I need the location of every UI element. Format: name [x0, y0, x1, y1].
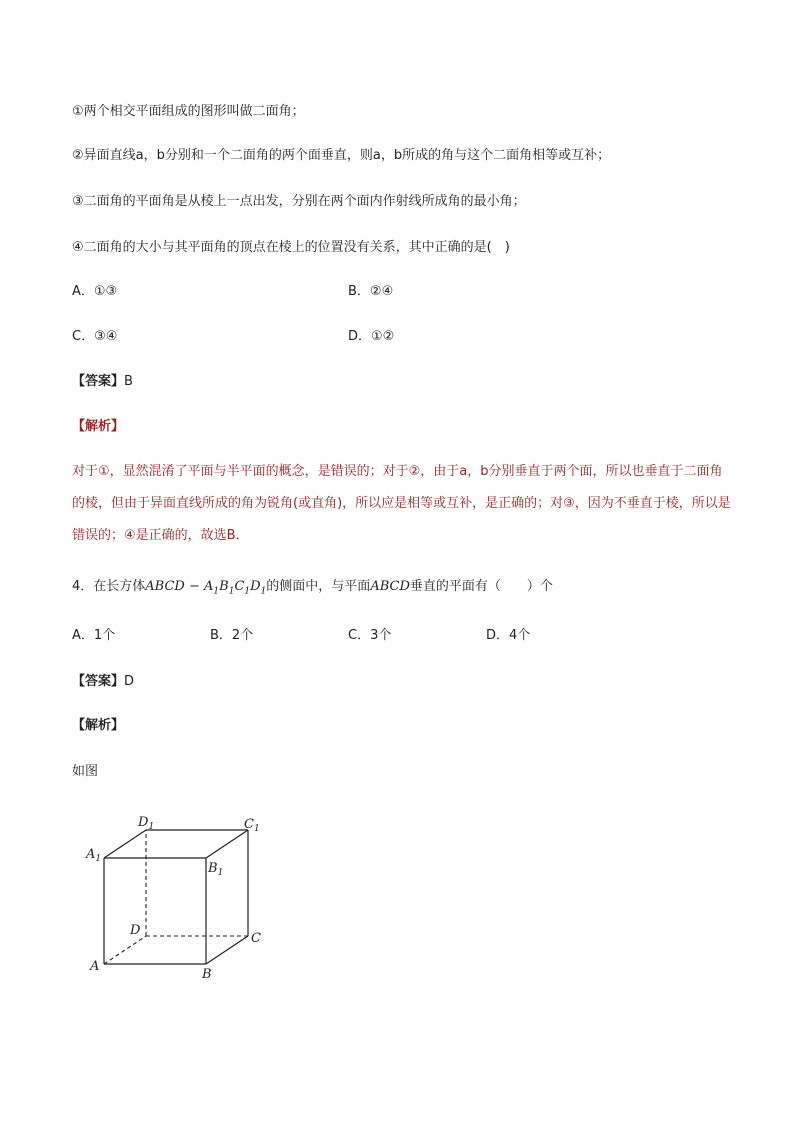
q4-prefix: 4．在长方体: [72, 579, 146, 594]
q4-solid: ABCD: [145, 579, 185, 594]
edge-b-c: [206, 936, 248, 964]
analysis-text: 对于①，显然混淆了平面与半平面的概念，是错误的；对于②，由于a，b分别垂直于两个面，所以也垂直于二面角的棱，但由于异面直线所成的角为锐角(或直角)，所以应是相等或互补，是正确的；对③，因为不垂直于棱，所以是错误的；④是正确的，故选B．: [72, 464, 731, 543]
option-c: C．③④: [72, 329, 118, 344]
answer-value: B: [124, 374, 133, 389]
analysis-label: 【解析】: [72, 419, 125, 434]
figure-intro: 如图: [72, 764, 99, 779]
statement-2: ②异面直线a，b分别和一个二面角的两个面垂直，则a，b所成的角与这个二面角相等或互补；: [72, 148, 611, 163]
q4-option-d: D．4个: [486, 628, 531, 643]
statement-4: ④二面角的大小与其平面角的顶点在棱上的位置没有关系，其中正确的是( ): [72, 240, 510, 255]
q4-dash: −: [184, 579, 205, 594]
question-4: [72, 577, 553, 602]
option-b: B．②④: [348, 284, 394, 299]
q4-answer-line: [72, 672, 134, 692]
edge-a-d: [104, 936, 146, 964]
statement-1: ①两个相交平面组成的图形叫做二面角；: [72, 104, 305, 119]
q4-top-face: $A_1B_1C_1D_1$: [204, 579, 267, 597]
q4-suffix: 垂直的平面有（ ）个: [409, 579, 553, 594]
q4-answer-label: 【答案】: [72, 674, 125, 689]
cuboid-figure: [80, 810, 280, 990]
label-b1: $B_1$: [208, 861, 224, 878]
label-b: B: [202, 967, 212, 982]
q4-option-a: A．1个: [72, 628, 116, 643]
label-c1: $C_1$: [244, 817, 260, 834]
edge-b1-c1: [206, 830, 248, 858]
q4-answer-value: D: [124, 674, 135, 689]
statement-3: ③二面角的平面角是从棱上一点出发，分别在两个面内作射线所成角的最小角；: [72, 194, 526, 209]
label-a1: $A_1$: [86, 847, 102, 864]
edge-a1-d1: [104, 830, 146, 858]
q4-plane: ABCD: [370, 579, 410, 594]
option-d: D．①②: [348, 329, 395, 344]
option-a: A．①③: [72, 284, 118, 299]
q4-option-c: C．3个: [348, 628, 392, 643]
label-c: C: [251, 931, 261, 946]
label-d: D: [130, 923, 141, 938]
label-d1: $D_1$: [138, 815, 155, 832]
q4-option-b: B．2个: [210, 628, 254, 643]
answer-label: 【答案】: [72, 374, 125, 389]
answer-line: [72, 372, 133, 392]
label-a: A: [90, 959, 100, 974]
q4-analysis-label: 【解析】: [72, 718, 125, 733]
q4-middle: 的侧面中，与平面: [266, 579, 371, 594]
